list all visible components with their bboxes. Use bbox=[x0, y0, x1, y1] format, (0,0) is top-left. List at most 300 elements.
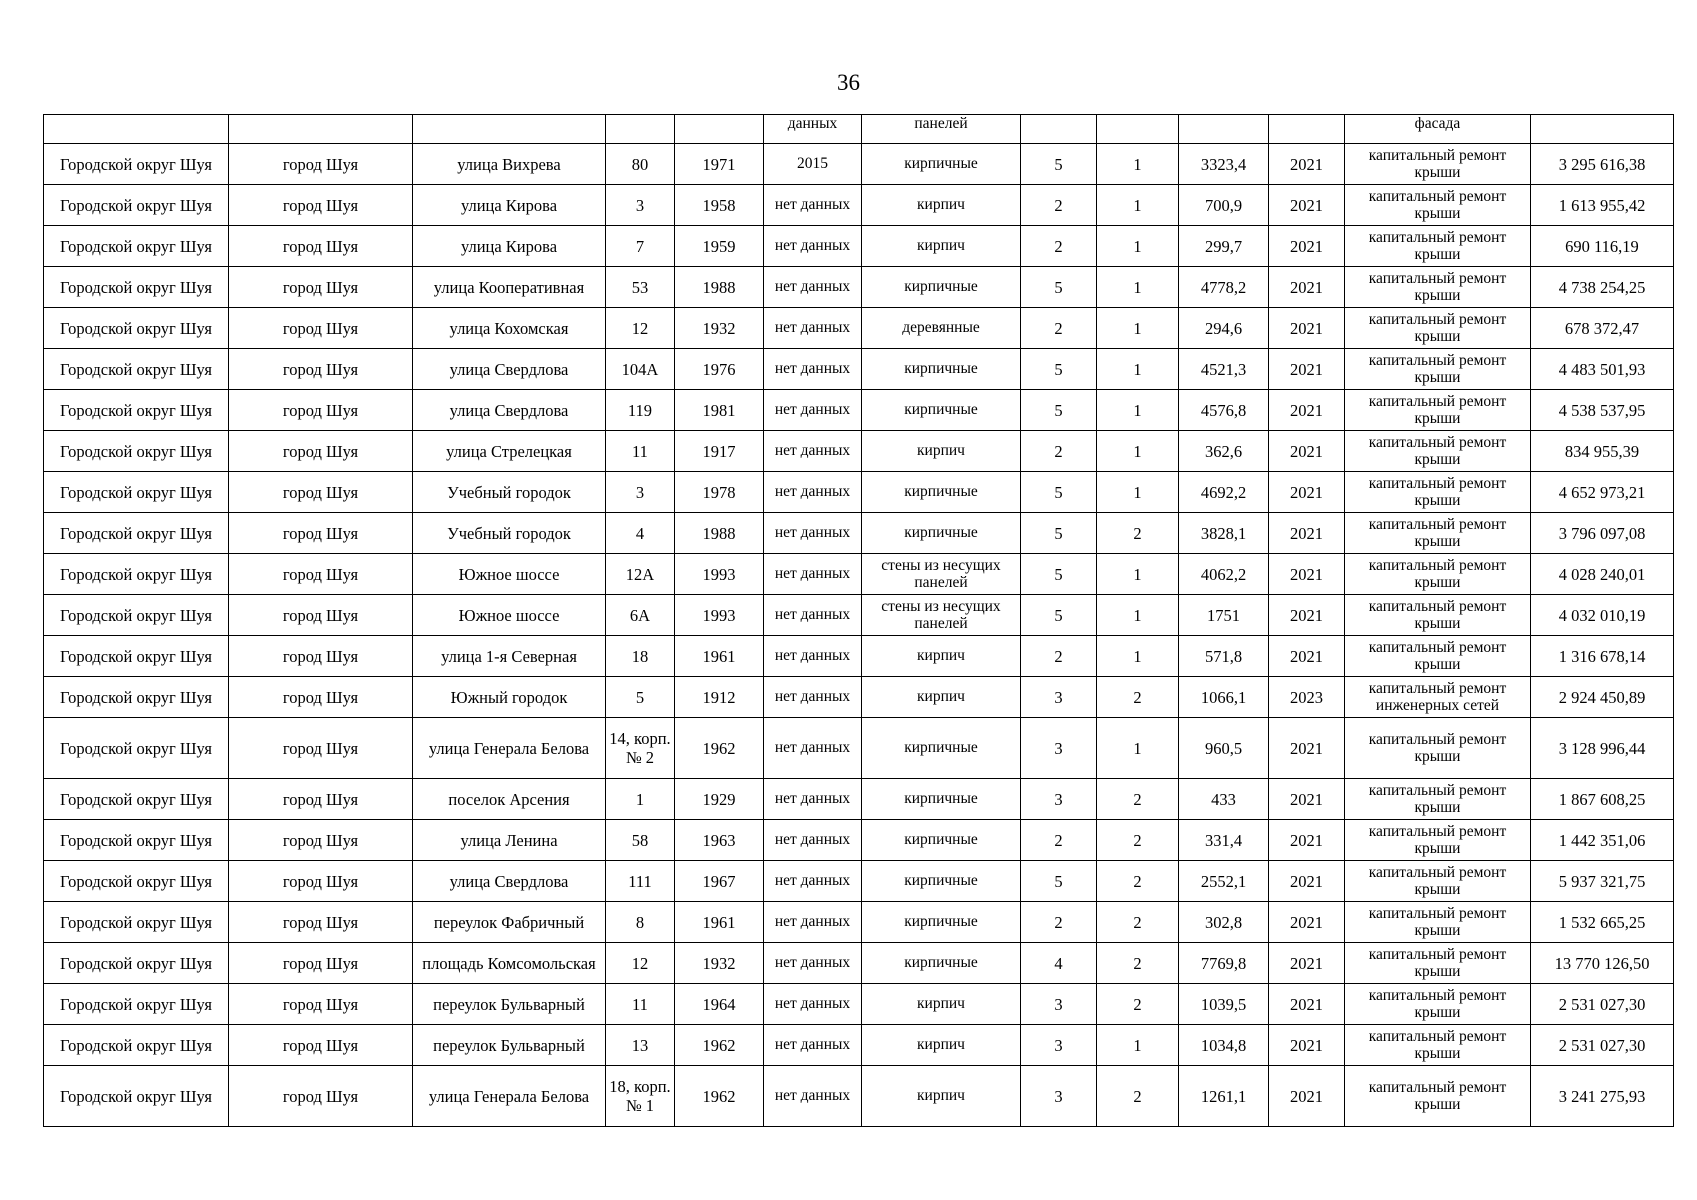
floors-cell: 5 bbox=[1021, 513, 1097, 554]
build-year-cell: 1967 bbox=[675, 861, 764, 902]
wall-material-cell: кирпичные bbox=[862, 267, 1021, 308]
floors-cell: 2 bbox=[1021, 431, 1097, 472]
table-row bbox=[44, 779, 1674, 820]
entrances-cell: 1 bbox=[1097, 185, 1179, 226]
entrances-cell: 1 bbox=[1097, 595, 1179, 636]
floors-cell: 5 bbox=[1021, 861, 1097, 902]
settlement-cell: город Шуя bbox=[229, 861, 413, 902]
table-row bbox=[44, 677, 1674, 718]
area-cell: 1039,5 bbox=[1179, 984, 1269, 1025]
work-type-cell: капитальный ремонт крыши bbox=[1345, 902, 1531, 943]
work-type-cell: фасада bbox=[1345, 115, 1531, 144]
overhaul-year-cell: нет данных bbox=[764, 779, 862, 820]
settlement-cell: город Шуя bbox=[229, 902, 413, 943]
house-number-cell: 1 bbox=[606, 779, 675, 820]
area-cell: 4062,2 bbox=[1179, 554, 1269, 595]
overhaul-year-cell: 2015 bbox=[764, 144, 862, 185]
table-row bbox=[44, 431, 1674, 472]
house-number-cell: 12 bbox=[606, 308, 675, 349]
street-cell: переулок Фабричный bbox=[413, 902, 606, 943]
overhaul-year-cell: нет данных bbox=[764, 308, 862, 349]
municipality-cell: Городской округ Шуя bbox=[44, 595, 229, 636]
table-row bbox=[44, 554, 1674, 595]
settlement-cell: город Шуя bbox=[229, 718, 413, 779]
area-cell: 294,6 bbox=[1179, 308, 1269, 349]
municipality-cell: Городской округ Шуя bbox=[44, 943, 229, 984]
plan-year-cell: 2021 bbox=[1269, 431, 1345, 472]
overhaul-year-cell: данных bbox=[764, 115, 862, 144]
settlement-cell: город Шуя bbox=[229, 472, 413, 513]
wall-material-cell: кирпичные bbox=[862, 902, 1021, 943]
settlement-cell: город Шуя bbox=[229, 943, 413, 984]
area-cell: 700,9 bbox=[1179, 185, 1269, 226]
street-cell bbox=[413, 115, 606, 144]
build-year-cell: 1964 bbox=[675, 984, 764, 1025]
house-number-cell: 5 bbox=[606, 677, 675, 718]
overhaul-year-cell: нет данных bbox=[764, 677, 862, 718]
street-cell: Учебный городок bbox=[413, 472, 606, 513]
build-year-cell: 1917 bbox=[675, 431, 764, 472]
area-cell bbox=[1179, 115, 1269, 144]
area-cell: 2552,1 bbox=[1179, 861, 1269, 902]
settlement-cell: город Шуя bbox=[229, 636, 413, 677]
floors-cell: 5 bbox=[1021, 390, 1097, 431]
floors-cell: 2 bbox=[1021, 902, 1097, 943]
work-type-cell: капитальный ремонт крыши bbox=[1345, 431, 1531, 472]
street-cell: улица Кирова bbox=[413, 185, 606, 226]
table-row bbox=[44, 636, 1674, 677]
street-cell: улица Вихрева bbox=[413, 144, 606, 185]
area-cell: 4778,2 bbox=[1179, 267, 1269, 308]
house-number-cell: 53 bbox=[606, 267, 675, 308]
area-cell: 1261,1 bbox=[1179, 1066, 1269, 1127]
municipality-cell: Городской округ Шуя bbox=[44, 718, 229, 779]
cost-cell: 678 372,47 bbox=[1531, 308, 1674, 349]
settlement-cell: город Шуя bbox=[229, 820, 413, 861]
street-cell: улица Генерала Белова bbox=[413, 718, 606, 779]
wall-material-cell: панелей bbox=[862, 115, 1021, 144]
entrances-cell: 1 bbox=[1097, 390, 1179, 431]
municipality-cell: Городской округ Шуя bbox=[44, 636, 229, 677]
house-number-cell: 119 bbox=[606, 390, 675, 431]
plan-year-cell: 2021 bbox=[1269, 554, 1345, 595]
floors-cell: 3 bbox=[1021, 677, 1097, 718]
floors-cell: 5 bbox=[1021, 472, 1097, 513]
house-number-cell: 11 bbox=[606, 984, 675, 1025]
cost-cell: 3 128 996,44 bbox=[1531, 718, 1674, 779]
municipality-cell bbox=[44, 115, 229, 144]
municipality-cell: Городской округ Шуя bbox=[44, 144, 229, 185]
build-year-cell: 1958 bbox=[675, 185, 764, 226]
work-type-cell: капитальный ремонт крыши bbox=[1345, 1066, 1531, 1127]
area-cell: 3323,4 bbox=[1179, 144, 1269, 185]
work-type-cell: капитальный ремонт крыши bbox=[1345, 267, 1531, 308]
municipality-cell: Городской округ Шуя bbox=[44, 677, 229, 718]
entrances-cell: 2 bbox=[1097, 513, 1179, 554]
wall-material-cell: кирпичные bbox=[862, 390, 1021, 431]
floors-cell: 2 bbox=[1021, 820, 1097, 861]
municipality-cell: Городской округ Шуя bbox=[44, 1025, 229, 1066]
work-type-cell: капитальный ремонт крыши bbox=[1345, 595, 1531, 636]
overhaul-year-cell: нет данных bbox=[764, 820, 862, 861]
street-cell: переулок Бульварный bbox=[413, 1025, 606, 1066]
build-year-cell: 1988 bbox=[675, 513, 764, 554]
work-type-cell: капитальный ремонт крыши bbox=[1345, 554, 1531, 595]
settlement-cell: город Шуя bbox=[229, 1066, 413, 1127]
area-cell: 362,6 bbox=[1179, 431, 1269, 472]
plan-year-cell: 2021 bbox=[1269, 984, 1345, 1025]
table-row bbox=[44, 185, 1674, 226]
wall-material-cell: кирпич bbox=[862, 185, 1021, 226]
wall-material-cell: кирпич bbox=[862, 431, 1021, 472]
municipality-cell: Городской округ Шуя bbox=[44, 226, 229, 267]
wall-material-cell: кирпич bbox=[862, 636, 1021, 677]
cost-cell: 1 532 665,25 bbox=[1531, 902, 1674, 943]
plan-year-cell: 2021 bbox=[1269, 226, 1345, 267]
floors-cell: 2 bbox=[1021, 226, 1097, 267]
house-number-cell: 80 bbox=[606, 144, 675, 185]
overhaul-year-cell: нет данных bbox=[764, 1066, 862, 1127]
build-year-cell: 1988 bbox=[675, 267, 764, 308]
municipality-cell: Городской округ Шуя bbox=[44, 779, 229, 820]
house-number-cell bbox=[606, 115, 675, 144]
settlement-cell bbox=[229, 115, 413, 144]
table-row bbox=[44, 472, 1674, 513]
cost-cell: 4 483 501,93 bbox=[1531, 349, 1674, 390]
entrances-cell: 1 bbox=[1097, 554, 1179, 595]
entrances-cell: 2 bbox=[1097, 943, 1179, 984]
overhaul-year-cell: нет данных bbox=[764, 554, 862, 595]
settlement-cell: город Шуя bbox=[229, 513, 413, 554]
street-cell: улица Стрелецкая bbox=[413, 431, 606, 472]
area-cell: 299,7 bbox=[1179, 226, 1269, 267]
settlement-cell: город Шуя bbox=[229, 226, 413, 267]
table-row bbox=[44, 226, 1674, 267]
floors-cell: 3 bbox=[1021, 1066, 1097, 1127]
entrances-cell: 1 bbox=[1097, 226, 1179, 267]
wall-material-cell: кирпичные bbox=[862, 513, 1021, 554]
entrances-cell: 2 bbox=[1097, 1066, 1179, 1127]
settlement-cell: город Шуя bbox=[229, 308, 413, 349]
municipality-cell: Городской округ Шуя bbox=[44, 390, 229, 431]
house-number-cell: 6А bbox=[606, 595, 675, 636]
plan-year-cell: 2021 bbox=[1269, 308, 1345, 349]
overhaul-year-cell: нет данных bbox=[764, 636, 862, 677]
build-year-cell: 1963 bbox=[675, 820, 764, 861]
overhaul-year-cell: нет данных bbox=[764, 390, 862, 431]
settlement-cell: город Шуя bbox=[229, 595, 413, 636]
build-year-cell: 1959 bbox=[675, 226, 764, 267]
plan-year-cell: 2023 bbox=[1269, 677, 1345, 718]
municipality-cell: Городской округ Шуя bbox=[44, 431, 229, 472]
settlement-cell: город Шуя bbox=[229, 267, 413, 308]
table-row bbox=[44, 943, 1674, 984]
overhaul-year-cell: нет данных bbox=[764, 349, 862, 390]
build-year-cell: 1976 bbox=[675, 349, 764, 390]
settlement-cell: город Шуя bbox=[229, 185, 413, 226]
table-header-row bbox=[44, 115, 1674, 144]
page-number: 36 bbox=[837, 70, 860, 95]
overhaul-year-cell: нет данных bbox=[764, 595, 862, 636]
street-cell: улица Ленина bbox=[413, 820, 606, 861]
wall-material-cell: кирпич bbox=[862, 1066, 1021, 1127]
entrances-cell: 1 bbox=[1097, 1025, 1179, 1066]
street-cell: Южный городок bbox=[413, 677, 606, 718]
plan-year-cell: 2021 bbox=[1269, 861, 1345, 902]
plan-year-cell: 2021 bbox=[1269, 718, 1345, 779]
cost-cell: 2 924 450,89 bbox=[1531, 677, 1674, 718]
work-type-cell: капитальный ремонт крыши bbox=[1345, 349, 1531, 390]
overhaul-year-cell: нет данных bbox=[764, 513, 862, 554]
entrances-cell: 2 bbox=[1097, 677, 1179, 718]
settlement-cell: город Шуя bbox=[229, 779, 413, 820]
settlement-cell: город Шуя bbox=[229, 431, 413, 472]
overhaul-year-cell: нет данных bbox=[764, 226, 862, 267]
area-cell: 1066,1 bbox=[1179, 677, 1269, 718]
floors-cell: 3 bbox=[1021, 718, 1097, 779]
area-cell: 1034,8 bbox=[1179, 1025, 1269, 1066]
settlement-cell: город Шуя bbox=[229, 144, 413, 185]
area-cell: 433 bbox=[1179, 779, 1269, 820]
municipality-cell: Городской округ Шуя bbox=[44, 513, 229, 554]
municipality-cell: Городской округ Шуя bbox=[44, 472, 229, 513]
municipality-cell: Городской округ Шуя bbox=[44, 820, 229, 861]
area-cell: 571,8 bbox=[1179, 636, 1269, 677]
area-cell: 3828,1 bbox=[1179, 513, 1269, 554]
overhaul-year-cell: нет данных bbox=[764, 902, 862, 943]
house-number-cell: 14, корп. № 2 bbox=[606, 718, 675, 779]
floors-cell: 4 bbox=[1021, 943, 1097, 984]
entrances-cell: 2 bbox=[1097, 779, 1179, 820]
wall-material-cell: кирпичные bbox=[862, 718, 1021, 779]
house-number-cell: 8 bbox=[606, 902, 675, 943]
house-number-cell: 18, корп. № 1 bbox=[606, 1066, 675, 1127]
table-row bbox=[44, 144, 1674, 185]
floors-cell bbox=[1021, 115, 1097, 144]
build-year-cell: 1932 bbox=[675, 943, 764, 984]
street-cell: улица Свердлова bbox=[413, 349, 606, 390]
street-cell: поселок Арсения bbox=[413, 779, 606, 820]
entrances-cell: 1 bbox=[1097, 267, 1179, 308]
house-number-cell: 58 bbox=[606, 820, 675, 861]
entrances-cell: 2 bbox=[1097, 861, 1179, 902]
cost-cell: 13 770 126,50 bbox=[1531, 943, 1674, 984]
build-year-cell: 1993 bbox=[675, 595, 764, 636]
plan-year-cell: 2021 bbox=[1269, 144, 1345, 185]
floors-cell: 5 bbox=[1021, 554, 1097, 595]
wall-material-cell: кирпичные bbox=[862, 349, 1021, 390]
entrances-cell: 2 bbox=[1097, 984, 1179, 1025]
plan-year-cell: 2021 bbox=[1269, 1066, 1345, 1127]
table-row bbox=[44, 1066, 1674, 1127]
table-row bbox=[44, 349, 1674, 390]
area-cell: 4521,3 bbox=[1179, 349, 1269, 390]
table-row bbox=[44, 513, 1674, 554]
table-row bbox=[44, 308, 1674, 349]
house-number-cell: 104А bbox=[606, 349, 675, 390]
street-cell: улица Свердлова bbox=[413, 861, 606, 902]
entrances-cell: 2 bbox=[1097, 902, 1179, 943]
entrances-cell: 1 bbox=[1097, 349, 1179, 390]
floors-cell: 3 bbox=[1021, 779, 1097, 820]
table-row bbox=[44, 718, 1674, 779]
entrances-cell: 1 bbox=[1097, 308, 1179, 349]
area-cell: 7769,8 bbox=[1179, 943, 1269, 984]
municipality-cell: Городской округ Шуя bbox=[44, 861, 229, 902]
street-cell: улица Свердлова bbox=[413, 390, 606, 431]
house-number-cell: 18 bbox=[606, 636, 675, 677]
build-year-cell: 1961 bbox=[675, 636, 764, 677]
municipality-cell: Городской округ Шуя bbox=[44, 349, 229, 390]
street-cell: Южное шоссе bbox=[413, 595, 606, 636]
plan-year-cell: 2021 bbox=[1269, 820, 1345, 861]
overhaul-year-cell: нет данных bbox=[764, 267, 862, 308]
cost-cell bbox=[1531, 115, 1674, 144]
house-number-cell: 12 bbox=[606, 943, 675, 984]
table-row bbox=[44, 820, 1674, 861]
settlement-cell: город Шуя bbox=[229, 677, 413, 718]
build-year-cell: 1993 bbox=[675, 554, 764, 595]
work-type-cell: капитальный ремонт крыши bbox=[1345, 1025, 1531, 1066]
floors-cell: 3 bbox=[1021, 984, 1097, 1025]
cost-cell: 690 116,19 bbox=[1531, 226, 1674, 267]
settlement-cell: город Шуя bbox=[229, 1025, 413, 1066]
table-row bbox=[44, 1025, 1674, 1066]
build-year-cell: 1962 bbox=[675, 1025, 764, 1066]
work-type-cell: капитальный ремонт крыши bbox=[1345, 513, 1531, 554]
work-type-cell: капитальный ремонт крыши bbox=[1345, 861, 1531, 902]
overhaul-year-cell: нет данных bbox=[764, 472, 862, 513]
work-type-cell: капитальный ремонт крыши bbox=[1345, 226, 1531, 267]
plan-year-cell: 2021 bbox=[1269, 349, 1345, 390]
municipality-cell: Городской округ Шуя bbox=[44, 308, 229, 349]
municipality-cell: Городской округ Шуя bbox=[44, 1066, 229, 1127]
build-year-cell: 1961 bbox=[675, 902, 764, 943]
build-year-cell bbox=[675, 115, 764, 144]
wall-material-cell: кирпичные bbox=[862, 144, 1021, 185]
cost-cell: 5 937 321,75 bbox=[1531, 861, 1674, 902]
street-cell: улица Генерала Белова bbox=[413, 1066, 606, 1127]
build-year-cell: 1929 bbox=[675, 779, 764, 820]
work-type-cell: капитальный ремонт крыши bbox=[1345, 820, 1531, 861]
house-number-cell: 11 bbox=[606, 431, 675, 472]
wall-material-cell: деревянные bbox=[862, 308, 1021, 349]
plan-year-cell: 2021 bbox=[1269, 513, 1345, 554]
entrances-cell: 1 bbox=[1097, 472, 1179, 513]
entrances-cell: 2 bbox=[1097, 820, 1179, 861]
house-number-cell: 3 bbox=[606, 472, 675, 513]
area-cell: 4692,2 bbox=[1179, 472, 1269, 513]
overhaul-year-cell: нет данных bbox=[764, 861, 862, 902]
work-type-cell: капитальный ремонт крыши bbox=[1345, 779, 1531, 820]
municipality-cell: Городской округ Шуя bbox=[44, 984, 229, 1025]
cost-cell: 4 738 254,25 bbox=[1531, 267, 1674, 308]
plan-year-cell: 2021 bbox=[1269, 1025, 1345, 1066]
plan-year-cell: 2021 bbox=[1269, 636, 1345, 677]
house-number-cell: 4 bbox=[606, 513, 675, 554]
wall-material-cell: кирпичные bbox=[862, 861, 1021, 902]
cost-cell: 1 442 351,06 bbox=[1531, 820, 1674, 861]
municipality-cell: Городской округ Шуя bbox=[44, 554, 229, 595]
cost-cell: 4 028 240,01 bbox=[1531, 554, 1674, 595]
wall-material-cell: кирпичные bbox=[862, 779, 1021, 820]
plan-year-cell: 2021 bbox=[1269, 185, 1345, 226]
area-cell: 1751 bbox=[1179, 595, 1269, 636]
plan-year-cell: 2021 bbox=[1269, 595, 1345, 636]
plan-year-cell: 2021 bbox=[1269, 267, 1345, 308]
cost-cell: 2 531 027,30 bbox=[1531, 984, 1674, 1025]
street-cell: переулок Бульварный bbox=[413, 984, 606, 1025]
floors-cell: 5 bbox=[1021, 349, 1097, 390]
entrances-cell bbox=[1097, 115, 1179, 144]
house-number-cell: 13 bbox=[606, 1025, 675, 1066]
entrances-cell: 1 bbox=[1097, 144, 1179, 185]
municipality-cell: Городской округ Шуя bbox=[44, 267, 229, 308]
overhaul-year-cell: нет данных bbox=[764, 943, 862, 984]
settlement-cell: город Шуя bbox=[229, 349, 413, 390]
entrances-cell: 1 bbox=[1097, 636, 1179, 677]
floors-cell: 5 bbox=[1021, 144, 1097, 185]
work-type-cell: капитальный ремонт крыши bbox=[1345, 943, 1531, 984]
plan-year-cell: 2021 bbox=[1269, 390, 1345, 431]
plan-year-cell bbox=[1269, 115, 1345, 144]
build-year-cell: 1962 bbox=[675, 1066, 764, 1127]
plan-year-cell: 2021 bbox=[1269, 902, 1345, 943]
table-row bbox=[44, 861, 1674, 902]
settlement-cell: город Шуя bbox=[229, 390, 413, 431]
wall-material-cell: кирпич bbox=[862, 226, 1021, 267]
area-cell: 960,5 bbox=[1179, 718, 1269, 779]
floors-cell: 2 bbox=[1021, 308, 1097, 349]
work-type-cell: капитальный ремонт крыши bbox=[1345, 718, 1531, 779]
work-type-cell: капитальный ремонт крыши bbox=[1345, 636, 1531, 677]
floors-cell: 3 bbox=[1021, 1025, 1097, 1066]
plan-year-cell: 2021 bbox=[1269, 779, 1345, 820]
work-type-cell: капитальный ремонт инженерных сетей bbox=[1345, 677, 1531, 718]
work-type-cell: капитальный ремонт крыши bbox=[1345, 984, 1531, 1025]
build-year-cell: 1912 bbox=[675, 677, 764, 718]
build-year-cell: 1978 bbox=[675, 472, 764, 513]
street-cell: улица Кооперативная bbox=[413, 267, 606, 308]
house-number-cell: 3 bbox=[606, 185, 675, 226]
cost-cell: 834 955,39 bbox=[1531, 431, 1674, 472]
area-cell: 302,8 bbox=[1179, 902, 1269, 943]
cost-cell: 1 613 955,42 bbox=[1531, 185, 1674, 226]
table-row bbox=[44, 902, 1674, 943]
cost-cell: 3 796 097,08 bbox=[1531, 513, 1674, 554]
work-type-cell: капитальный ремонт крыши bbox=[1345, 308, 1531, 349]
plan-year-cell: 2021 bbox=[1269, 472, 1345, 513]
floors-cell: 5 bbox=[1021, 595, 1097, 636]
wall-material-cell: стены из несущих панелей bbox=[862, 554, 1021, 595]
build-year-cell: 1971 bbox=[675, 144, 764, 185]
table-row bbox=[44, 595, 1674, 636]
floors-cell: 2 bbox=[1021, 636, 1097, 677]
area-cell: 331,4 bbox=[1179, 820, 1269, 861]
street-cell: улица Кохомская bbox=[413, 308, 606, 349]
wall-material-cell: кирпичные bbox=[862, 472, 1021, 513]
entrances-cell: 1 bbox=[1097, 718, 1179, 779]
house-number-cell: 111 bbox=[606, 861, 675, 902]
work-type-cell: капитальный ремонт крыши bbox=[1345, 144, 1531, 185]
settlement-cell: город Шуя bbox=[229, 984, 413, 1025]
street-cell: Южное шоссе bbox=[413, 554, 606, 595]
entrances-cell: 1 bbox=[1097, 431, 1179, 472]
street-cell: Учебный городок bbox=[413, 513, 606, 554]
house-number-cell: 12А bbox=[606, 554, 675, 595]
cost-cell: 2 531 027,30 bbox=[1531, 1025, 1674, 1066]
cost-cell: 4 538 537,95 bbox=[1531, 390, 1674, 431]
